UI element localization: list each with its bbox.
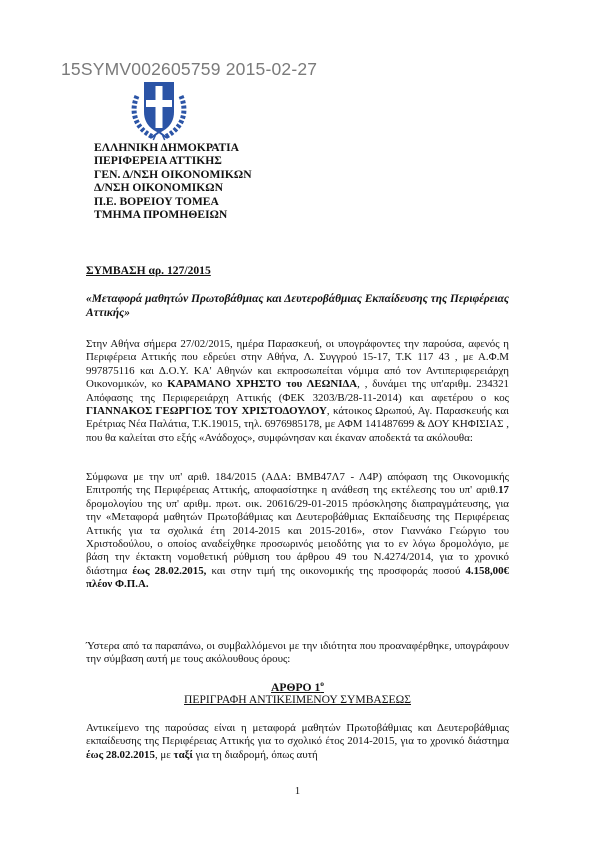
article-title: ΠΕΡΙΓΡΑΦΗ ΑΝΤΙΚΕΙΜΕΝΟΥ ΣΥΜΒΑΣΕΩΣ: [184, 693, 411, 706]
header-line: Π.Ε. ΒΟΡΕΙΟΥ ΤΟΜΕΑ: [94, 194, 219, 208]
period-end-date: έως 28.02.2015: [86, 748, 155, 761]
header-line: ΤΜΗΜΑ ΠΡΟΜΗΘΕΙΩΝ: [94, 208, 228, 222]
contract-amount: 4.158,00€ πλέον Φ.Π.Α.: [86, 564, 509, 591]
header-line: ΕΛΛΗΝΙΚΗ ΔΗΜΟΚΡΑΤΙΑ: [94, 141, 240, 154]
parties-paragraph: Στην Αθήνα σήμερα 27/02/2015, ημέρα Παρασκευή, οι υπογράφοντες την παρούσα, αφενός η Περιφέρεια Αττικής που εδρεύει στην Αθήνα, Λ. Συγγρού 15-17, Τ.Κ 117 43 , με Α.Φ.Μ 997875116 και Δ.Ο.Υ. ΚΑ' Αθηνών και εκπροσωπείται νόμιμα από τον Αντιπεριφερειάρχη Οικονομικών, κο ΚΑΡΑΜΑΝΟ ΧΡΗΣΤΟ του ΛΕΩΝΙΔΑ, , δυνάμει της υπ'αριθμ. 234321 Απόφασης της Περιφερειάρχη Αττικής (ΦΕΚ 3203/Β/28-11-2014) και αφετέρου ο κος ΓΙΑΝΝΑΚΟΣ ΓΕΩΡΓΙΟΣ ΤΟΥ ΧΡΙΣΤΟΔΟΥΛΟΥ, κάτοικος Ωρωπού, Αγ. Παρασκευής και Ερέτριας Νέα Παλάτια, Τ.Κ.19015, τηλ. 6976985178, με ΑΦΜ 141487699 & ΔΟΥ ΚΗΦΙΣΙΑΣ , που θα καλείται στο εξής «Ανάδοχος», συμφώνησαν και έκαναν αποδεκτά τα ακόλουθα:: [86, 338, 509, 444]
end-date: έως 28.02.2015,: [132, 564, 207, 577]
decision-paragraph: Σύμφωνα με την υπ' αριθ. 184/2015 (ΑΔΑ: ΒΜΒ47Λ7 - Λ4Ρ) απόφαση της Οικονομικής Επιτροπής της Περιφέρειας Αττικής, αποφασίστηκε η ανάθεση της εκτέλεσης του υπ' αριθ.17 δρομολογίου της υπ' αριθμ. πρωτ. οικ. 20616/29-01-2015 πρόσκλησης διαπραγμάτευσης, για την «Μεταφορά μαθητών Πρωτοβάθμιας και Δευτεροβάθμιας Εκπαίδευσης της Περιφέρειας Αττικής για τα σχολικά έτη 2014-2015 και 2015-2016», στον Γιαννάκο Γεώργιο του Χριστοδούλου, ο οποίος αναδείχθηκε προσωρινός μειοδότης για το εν λόγω δρομολόγιο, με βάση την έκτακτη νομοθετική ρύθμιση του άρθρου 49 του Ν.4274/2014, για το χρονικό διάστημα έως 28.02.2015, και στην τιμή της οικονομικής της προσφοράς ποσού 4.158,00€ πλέον Φ.Π.Α.: [86, 471, 509, 591]
header-line: ΠΕΡΙΦΕΡΕΙΑ ΑΤΤΙΚΗΣ: [94, 154, 222, 168]
page-number: 1: [294, 786, 301, 797]
greek-coat-of-arms-icon: [127, 74, 191, 142]
terms-intro-paragraph: Ύστερα από τα παραπάνω, οι συμβαλλόμενοι με την ιδιότητα που προαναφέρθηκε, υπογράφουν την σύμβαση αυτή με τους ακόλουθους όρους:: [86, 640, 509, 666]
document-id-watermark: 15SYMV002605759 2015-02-27: [61, 59, 318, 79]
deputy-governor-name: ΚΑΡΑΜΑΝΟ ΧΡΗΣΤΟ του ΛΕΩΝΙΔΑ: [167, 378, 358, 391]
contract-subject: «Μεταφορά μαθητών Πρωτοβάθμιας και Δευτεροβάθμιας Εκπαίδευσης της Περιφέρειας Αττικής»: [86, 293, 509, 319]
vehicle-type: ταξί: [173, 748, 193, 761]
contractor-name: ΓΙΑΝΝΑΚΟΣ ΓΕΩΡΓΙΟΣ ΤΟΥ ΧΡΙΣΤΟΔΟΥΛΟΥ: [86, 405, 327, 418]
route-number: 17: [498, 484, 509, 497]
header-line: Δ/ΝΣΗ ΟΙΚΟΝΟΜΙΚΩΝ: [94, 181, 223, 195]
contract-title: ΣΥΜΒΑΣΗ αρ. 127/2015: [86, 264, 211, 277]
issuing-authority-block: [94, 141, 252, 221]
article-body-paragraph: Αντικείμενο της παρούσας είναι η μεταφορά μαθητών Πρωτοβάθμιας και Δευτεροβάθμιας εκπαίδευσης της Περιφέρειας Αττικής για το σχολικό έτος 2014-2015, για το χρονικό διάστημα έως 28.02.2015, με ταξί για τη διαδρομή, όπως αυτή: [86, 722, 509, 761]
header-line: ΓΕΝ. Δ/ΝΣΗ ΟΙΚΟΝΟΜΙΚΩΝ: [94, 167, 252, 181]
article-number: ΑΡΘΡΟ $1^o$: [270, 679, 325, 694]
